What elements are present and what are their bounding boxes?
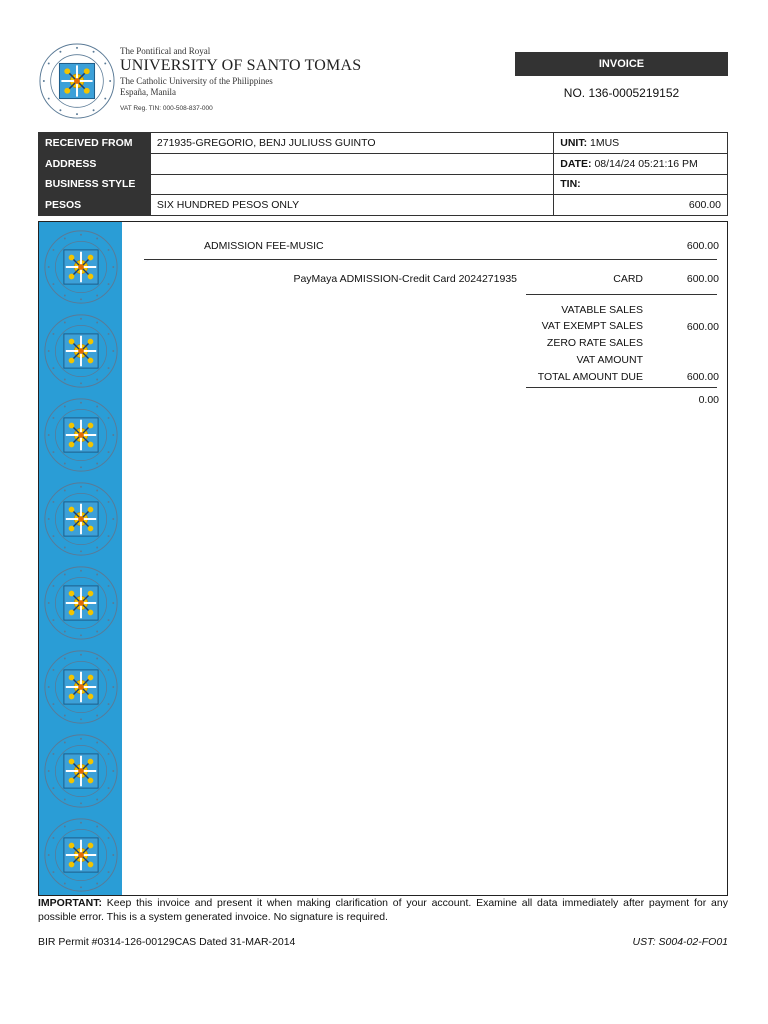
- university-seal-icon: [43, 229, 119, 305]
- university-seal-icon: [43, 313, 119, 389]
- payment-description: PayMaya ADMISSION-Credit Card 2024271935: [293, 273, 517, 285]
- university-subtitle: The Catholic University of the Philippines: [120, 76, 273, 86]
- important-text: Keep this invoice and present it when making clarification of your account. Examine all data immediately after payment for any possible error. This is a system generated invoice. No signature is required.: [38, 897, 728, 923]
- pesos-label: PESOS: [39, 195, 151, 216]
- table-row: [39, 195, 728, 216]
- vatable-sales-label: VATABLE SALES: [561, 304, 643, 316]
- ust-code: UST: S004-02-FO01: [632, 936, 728, 948]
- address-label: ADDRESS: [39, 153, 151, 174]
- pesos-words: SIX HUNDRED PESOS ONLY: [150, 195, 553, 216]
- university-seal-icon: [43, 733, 119, 809]
- university-pre-title: The Pontifical and Royal: [120, 46, 211, 56]
- university-seal-icon: [43, 481, 119, 557]
- address-value: [150, 153, 553, 174]
- table-row: [39, 174, 728, 195]
- business-style-value: [150, 174, 553, 195]
- date-cell: [554, 153, 728, 174]
- university-seal-icon: [38, 42, 116, 120]
- tin-label: TIN:: [560, 178, 581, 191]
- seal-strip: [39, 222, 122, 895]
- date-label: DATE:: [560, 157, 592, 170]
- fee-amount: 600.00: [686, 240, 719, 252]
- unit-label: UNIT:: [560, 136, 588, 149]
- vat-exempt-label: VAT EXEMPT SALES: [541, 320, 643, 332]
- business-style-label: BUSINESS STYLE: [39, 174, 151, 195]
- university-seal-icon: [43, 817, 119, 893]
- date-value: 08/14/24 05:21:16 PM: [594, 157, 698, 170]
- invoice-info-table: [38, 132, 728, 216]
- important-label: IMPORTANT:: [38, 897, 102, 909]
- received-from-value: 271935-GREGORIO, BENJ JULIUSS GUINTO: [150, 133, 553, 154]
- university-seal-icon: [43, 565, 119, 641]
- table-row: [39, 153, 728, 174]
- invoice-title: INVOICE: [515, 52, 728, 76]
- payment-amount: 600.00: [686, 273, 719, 285]
- pesos-amount: 600.00: [554, 195, 728, 216]
- total-due-value: 600.00: [686, 371, 719, 383]
- university-name: UNIVERSITY OF SANTO TOMAS: [120, 57, 362, 74]
- total-due-label: TOTAL AMOUNT DUE: [537, 371, 643, 383]
- zero-rate-label: ZERO RATE SALES: [546, 337, 643, 349]
- received-from-label: RECEIVED FROM: [39, 133, 151, 154]
- vat-amount-label: VAT AMOUNT: [576, 354, 643, 366]
- divider: [526, 294, 717, 295]
- divider: [144, 259, 717, 260]
- vat-exempt-value: 600.00: [686, 321, 719, 333]
- table-row: [39, 133, 728, 154]
- payment-method: CARD: [613, 273, 643, 285]
- fee-description: ADMISSION FEE-MUSIC: [204, 240, 324, 252]
- unit-value: 1MUS: [590, 136, 620, 149]
- university-header: [120, 46, 361, 112]
- tin-cell: [554, 174, 728, 195]
- divider: [526, 387, 717, 388]
- university-seal-icon: [43, 649, 119, 725]
- important-notice: [38, 896, 728, 924]
- balance-value: 0.00: [698, 394, 719, 406]
- unit-cell: [554, 133, 728, 154]
- invoice-body: [38, 221, 728, 896]
- invoice-number: NO. 136-0005219152: [563, 86, 680, 100]
- vat-registration: VAT Reg. TIN: 000-508-837-000: [120, 105, 213, 112]
- university-location: España, Manila: [120, 87, 176, 97]
- bir-permit: BIR Permit #0314-126-00129CAS Dated 31-MAR-2014: [38, 936, 296, 948]
- university-seal-icon: [43, 397, 119, 473]
